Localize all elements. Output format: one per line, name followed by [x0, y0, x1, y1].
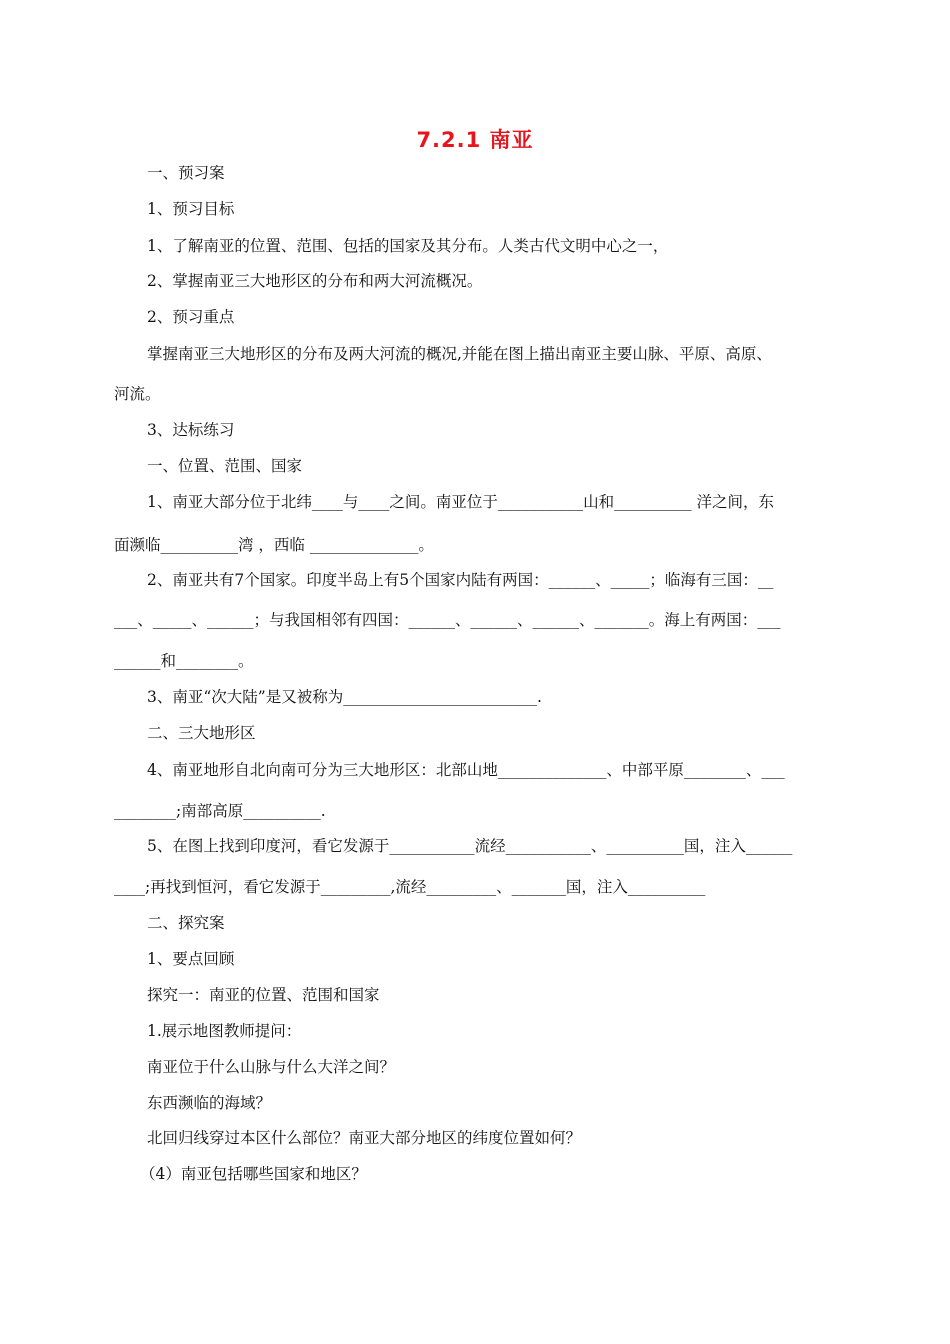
question-2-cont-1: ___、_____、______；与我国相邻有四国：______、______、______、_______。海上有两国：___	[114, 611, 781, 629]
question-2: 2、南亚共有7个国家。印度半岛上有5个国家内陆有两国：______、_____；临海有三国：__	[147, 571, 774, 589]
section-heading-landforms: 二、三大地形区	[147, 724, 256, 742]
question-2-cont-2: ______和________。	[114, 652, 254, 670]
subheading-exercises: 3、达标练习	[147, 421, 235, 439]
section-heading-inquiry: 二、探究案	[147, 914, 225, 932]
subheading-goals: 1、预习目标	[147, 200, 235, 218]
inquiry-1-intro: 1.展示地图教师提问：	[147, 1022, 302, 1040]
question-5: 5、在图上找到印度河，看它发源于___________流经___________、__________国，注入______	[147, 837, 793, 855]
key-points-text: 掌握南亚三大地形区的分布及两大河流的概况,并能在图上描出南亚主要山脉、平原、高原、	[147, 345, 772, 363]
key-points-text-cont: 河流。	[114, 385, 161, 403]
goal-item-1: 1、了解南亚的位置、范围、包括的国家及其分布。人类古代文明中心之一，	[147, 237, 669, 255]
question-4: 4、南亚地形自北向南可分为三大地形区：北部山地______________、中部平原________、___	[147, 761, 785, 779]
question-1: 1、南亚大部分位于北纬____与____之间。南亚位于___________山和__________ 洋之间，东	[147, 493, 775, 511]
inquiry-question-1: 南亚位于什么山脉与什么大洋之间？	[147, 1058, 396, 1076]
subheading-review: 1、要点回顾	[147, 950, 235, 968]
goal-item-2: 2、掌握南亚三大地形区的分布和两大河流概况。	[147, 272, 483, 290]
subheading-key-points: 2、预习重点	[147, 308, 235, 326]
inquiry-question-2: 东西濒临的海域？	[147, 1094, 272, 1112]
question-3: 3、南亚“次大陆”是又被称为_________________________.	[147, 688, 542, 706]
inquiry-question-4: （4）南亚包括哪些国家和地区？	[140, 1165, 367, 1183]
question-5-cont: ____;再找到恒河，看它发源于_________,流经_________、_______国，注入__________	[114, 878, 706, 896]
section-heading-location: 一、位置、范围、国家	[147, 457, 303, 475]
section-heading-preview: 一、预习案	[147, 164, 225, 182]
inquiry-1-heading: 探究一：南亚的位置、范围和国家	[147, 986, 380, 1004]
inquiry-question-3: 北回归线穿过本区什么部位？南亚大部分地区的纬度位置如何？	[147, 1129, 582, 1147]
question-1-cont: 面濒临__________湾 ，西临 ______________。	[114, 536, 434, 554]
question-4-cont: ________;南部高原__________.	[114, 802, 326, 820]
page-title: 7.2.1 南亚	[416, 128, 534, 152]
